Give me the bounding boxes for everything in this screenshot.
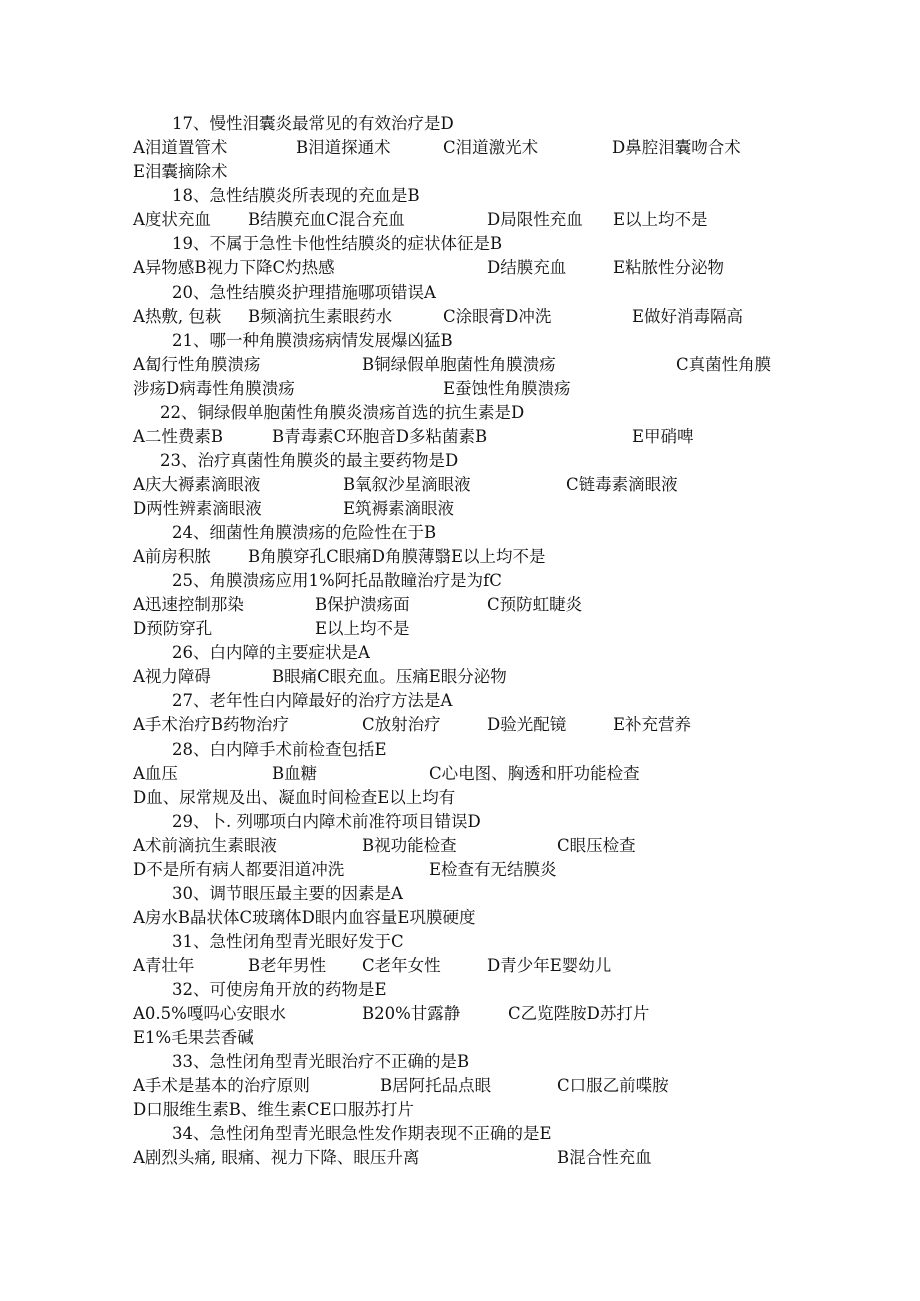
text-line [0,232,920,256]
text-segment: B居阿托品点眼 [380,1076,492,1095]
text-segment: C真菌性角膜 [676,355,772,374]
text-segment: 34、急性闭角型青光眼急性发作期表现不正确的是E [172,1124,552,1143]
text-segment: B20%甘露静 [362,1004,461,1023]
text-segment: A泪道置管术 [133,138,228,157]
text-segment: D两性辨素滴眼液 [133,499,262,518]
text-segment: A视力障碍 [133,667,211,686]
text-line [0,1026,920,1050]
text-line [0,497,920,521]
text-segment: C乙览陛胺D苏打片 [508,1004,650,1023]
text-line [0,305,920,329]
text-line [0,160,920,184]
text-line [0,112,920,136]
text-line [0,593,920,617]
text-line [0,353,920,377]
text-segment: B血糖 [272,764,318,783]
text-segment: 31、急性闭角型青光眼好发于C [172,932,404,951]
text-line [0,256,920,280]
text-segment: 29、卜. 列哪项白内障术前准符项目错误D [172,812,481,831]
text-line [0,545,920,569]
text-segment: D青少年E婴幼儿 [487,956,612,975]
text-line [0,906,920,930]
text-segment: 23、治疗真菌性角膜炎的最主要药物是D [160,451,459,470]
text-line [0,425,920,449]
text-line [0,762,920,786]
text-segment: A房水B晶状体C玻璃体D眼内血容量E巩膜硬度 [133,908,476,927]
text-segment: C老年女性 [362,956,441,975]
text-segment: E筑褥素滴眼液 [343,499,455,518]
text-segment: B泪道探通术 [296,138,391,157]
text-segment: 20、急性结膜炎护理措施哪项错误A [172,283,436,302]
text-line [0,689,920,713]
text-segment: E补充营养 [613,715,692,734]
text-segment: A度状充血 [133,210,211,229]
text-segment: B混合性充血 [557,1148,652,1167]
text-segment: E以上均不是 [613,210,708,229]
text-segment: 30、调节眼压最主要的因素是A [172,884,403,903]
text-segment: A匐行性角膜溃疡 [133,355,261,374]
text-segment: 17、慢性泪囊炎最常见的有效治疗是D [172,114,454,133]
text-segment: E甲硝啤 [632,427,694,446]
text-segment: C泪道激光术 [443,138,539,157]
text-segment: B频滴抗生素眼药水 [248,307,393,326]
text-segment: A手术治疗B药物治疗 [133,715,290,734]
text-segment: D预防穿孔 [133,619,213,638]
text-segment: E检查有无结膜炎 [429,860,557,879]
text-segment: 26、白内障的主要症状是A [172,643,370,662]
text-line [0,810,920,834]
text-segment: A迅速控制那染 [133,595,244,614]
text-segment: C口服乙前喋胺 [557,1076,669,1095]
text-line [0,184,920,208]
text-segment: 25、角膜溃疡应用1%阿托品散瞳治疗是为fC [172,571,502,590]
text-segment: D结膜充血 [487,258,567,277]
text-segment: B角膜穿孔C眼痛D角膜薄翳E以上均不是 [248,547,546,566]
text-line [0,1074,920,1098]
text-line [0,449,920,473]
text-line [0,377,920,401]
text-segment: 32、可使房角开放的药物是E [172,980,387,999]
text-segment: A异物感B视力下降C灼热感 [133,258,335,277]
text-line [0,281,920,305]
text-segment: A血压 [133,764,178,783]
text-line [0,954,920,978]
text-line [0,1146,920,1170]
text-segment: A庆大褥素滴眼液 [133,475,261,494]
text-segment: B视功能检查 [362,836,457,855]
text-line [0,786,920,810]
text-line [0,329,920,353]
text-line [0,641,920,665]
text-line [0,1050,920,1074]
text-segment: D不是所有病人都要泪道冲洗 [133,860,345,879]
text-line [0,1002,920,1026]
text-segment: B氧叙沙星滴眼液 [343,475,471,494]
text-line [0,713,920,737]
text-line [0,858,920,882]
text-segment: D局限性充血 [487,210,583,229]
text-segment: A热敷, 包萩 [133,307,222,326]
text-segment: B结膜充血C混合充血 [248,210,405,229]
text-segment: D口服维生素B、维生素CE口服苏打片 [133,1100,415,1119]
text-segment: E蚕蚀性角膜溃疡 [443,379,571,398]
text-segment: C眼压检查 [557,836,636,855]
text-segment: B铜绿假单胞菌性角膜溃疡 [362,355,556,374]
text-segment: A手术是基本的治疗原则 [133,1076,310,1095]
text-segment: 28、白内障手术前检查包括E [172,740,387,759]
text-segment: B保护溃疡面 [315,595,410,614]
text-line [0,569,920,593]
text-line [0,521,920,545]
text-line [0,882,920,906]
text-segment: E粘脓性分泌物 [613,258,725,277]
text-segment: 涉疡D病毒性角膜溃疡 [133,379,295,398]
text-segment: A术前滴抗生素眼液 [133,836,277,855]
text-segment: B眼痛C眼充血。压痛E眼分泌物 [272,667,507,686]
text-line [0,473,920,497]
text-line [0,665,920,689]
text-segment: E1%毛果芸香碱 [133,1028,254,1047]
text-segment: 18、急性结膜炎所表现的充血是B [172,186,420,205]
text-segment: 27、老年性白内障最好的治疗方法是A [172,691,453,710]
text-segment: A剧烈头痛, 眼痛、视力下降、眼压升离 [133,1148,420,1167]
text-line [0,136,920,160]
text-segment: 19、不属于急性卡他性结膜炎的症状体征是B [172,234,503,253]
text-segment: B青毒素C环胞音D多粘菌素B [272,427,488,446]
text-line [0,617,920,641]
text-segment: E做好消毒隔高 [632,307,744,326]
text-line [0,1122,920,1146]
text-line [0,930,920,954]
text-segment: E以上均不是 [315,619,410,638]
text-line [0,738,920,762]
text-segment: D血、尿常规及出、凝血时间检查E以上均有 [133,788,456,807]
text-segment: B老年男性 [248,956,327,975]
text-segment: 22、铜绿假单胞菌性角膜炎溃疡首选的抗生素是D [160,403,525,422]
text-segment: C预防虹睫炎 [487,595,583,614]
text-segment: 21、哪一种角膜溃疡病情发展爆凶猛B [172,331,453,350]
text-segment: D验光配镜 [487,715,567,734]
text-segment: A青壮年 [133,956,195,975]
text-segment: A0.5%嘎吗心安眼水 [133,1004,286,1023]
text-line [0,978,920,1002]
text-line [0,208,920,232]
text-segment: A二性费素B [133,427,224,446]
text-segment: C链毒素滴眼液 [566,475,678,494]
text-segment: C涂眼膏D冲洗 [443,307,552,326]
text-segment: D鼻腔泪囊吻合术 [612,138,741,157]
text-line [0,834,920,858]
text-segment: C放射治疗 [362,715,441,734]
text-segment: E泪囊摘除术 [133,162,228,181]
text-line [0,1098,920,1122]
text-line [0,401,920,425]
text-segment: C心电图、胸透和肝功能检查 [429,764,640,783]
text-segment: 33、急性闭角型青光眼治疗不正确的是B [172,1052,470,1071]
text-segment: 24、细菌性角膜溃疡的危险性在于B [172,523,437,542]
text-segment: A前房积脓 [133,547,211,566]
